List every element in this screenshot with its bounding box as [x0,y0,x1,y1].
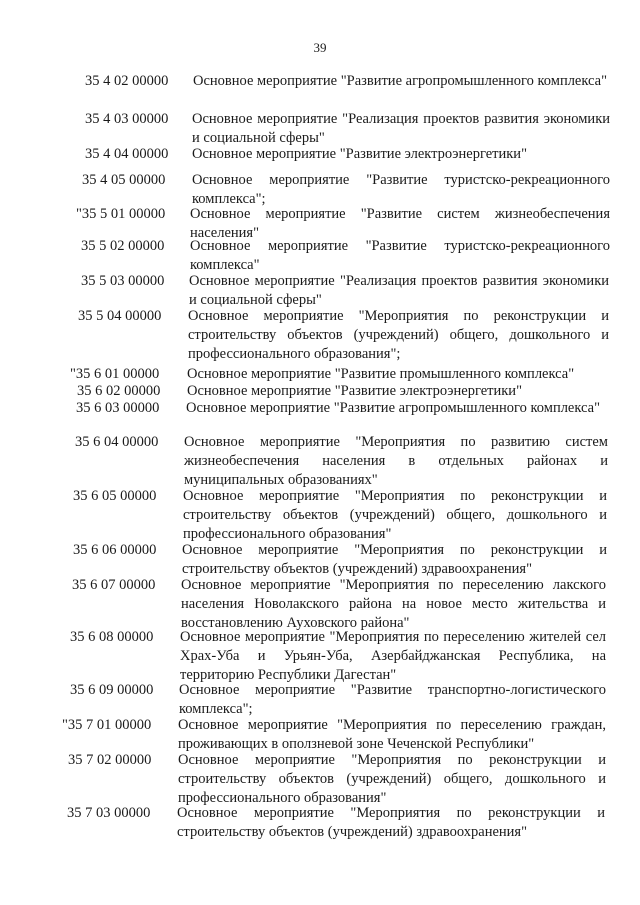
entry-code: 35 6 09 00000 [70,682,154,698]
entry-code: 35 5 04 00000 [78,308,162,324]
entry-text: Основное мероприятие "Развитие систем жизнеобеспечения населения" [190,206,610,241]
entry-text: Основное мероприятие "Развитие туристско-рекреационного комплекса"; [192,172,610,207]
entry-code: 35 5 02 00000 [81,238,165,254]
entry-text: Основное мероприятие "Развитие агропромышленного комплекса" [186,400,601,416]
entry-code: 35 4 04 00000 [85,146,169,162]
entry-code: 35 5 03 00000 [81,273,165,289]
entry-code: 35 6 07 00000 [72,577,156,593]
entry-code: 35 6 06 00000 [73,542,157,558]
entry-text: Основное мероприятие "Мероприятия по реконструкции и строительству объектов (учреждений) здравоохранения" [182,542,607,577]
entry-code: "35 7 01 00000 [62,717,152,733]
entry-text: Основное мероприятие "Реализация проектов развития экономики и социальной сферы" [192,111,610,146]
entry-text: Основное мероприятие "Развитие агропромышленного комплекса" [193,73,608,89]
entry-code: 35 6 08 00000 [70,629,154,645]
entry-text: Основное мероприятие "Мероприятия по реконструкции и строительству объектов (учреждений) общего, дошкольного и профессионального образования"; [188,308,609,362]
entry-text: Основное мероприятие "Развитие транспортно-логистического комплекса"; [179,682,606,717]
entry-code: "35 6 01 00000 [70,366,160,382]
entry-code: 35 4 02 00000 [85,73,169,89]
entry-text: Основное мероприятие "Мероприятия по реконструкции и строительству объектов (учреждений) общего, дошкольного и профессионального образования" [178,752,606,806]
entry-text: Основное мероприятие "Мероприятия по реконструкции и строительству объектов (учреждений) общего, дошкольного и профессионального образования" [183,488,607,542]
entry-code: 35 6 04 00000 [75,434,159,450]
entry-text: Основное мероприятие "Развитие туристско-рекреационного комплекса" [190,238,610,273]
entry-text: Основное мероприятие "Мероприятия по переселению лакского населения Новолакского района на новое место жительства и восстановлению Ауховского района" [181,577,606,631]
entry-code: 35 7 03 00000 [67,805,151,821]
entry-text: Основное мероприятие "Мероприятия по реконструкции и строительству объектов (учреждений) здравоохранения" [177,805,605,840]
entry-text: Основное мероприятие "Развитие электроэнергетики" [192,146,527,162]
entry-text: Основное мероприятие "Мероприятия по развитию систем жизнеобеспечения населения в отдельных районах и муниципальных образованиях" [184,434,608,488]
entry-code: 35 6 03 00000 [76,400,160,416]
entry-text: Основное мероприятие "Реализация проектов развития экономики и социальной сферы" [189,273,609,308]
entry-code: 35 7 02 00000 [68,752,152,768]
entry-code: 35 4 05 00000 [82,172,166,188]
entry-code: 35 4 03 00000 [85,111,169,127]
entry-code: "35 5 01 00000 [76,206,166,222]
entry-text: Основное мероприятие "Развитие промышленного комплекса" [187,366,575,382]
entry-text: Основное мероприятие "Мероприятия по переселению граждан, проживающих в оползневой зоне Чеченской Республики" [178,717,606,752]
entry-text: Основное мероприятие "Мероприятия по переселению жителей сел Храх-Уба и Урьян-Уба, Азербайджанская Республика, на территорию Республики Дагестан" [180,629,606,683]
entry-code: 35 6 02 00000 [77,383,161,399]
page-number: 39 [313,40,327,55]
entry-code: 35 6 05 00000 [73,488,157,504]
entry-text: Основное мероприятие "Развитие электроэнергетики" [187,383,522,399]
